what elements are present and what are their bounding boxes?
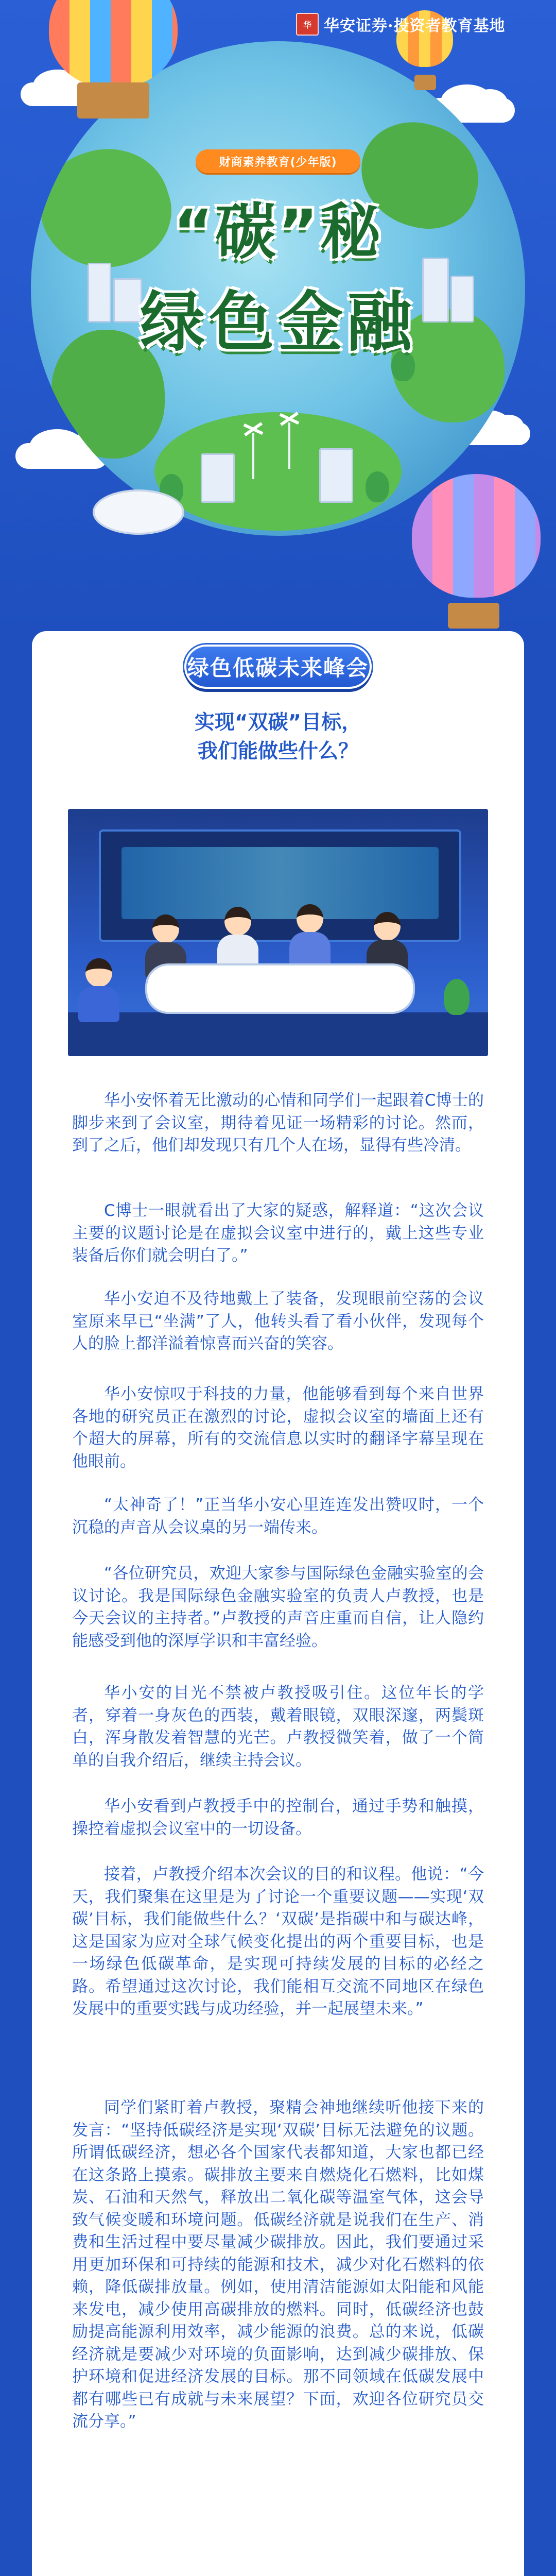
student-figure (289, 904, 331, 971)
article-paragraph: C博士一眼就看出了大家的疑惑，解释道：“这次会议主要的议题讨论是在虚拟会议室中进行的，戴上这些专业装备后你们就会明白了。” (72, 1201, 484, 1265)
building-illustration (201, 453, 235, 503)
hero-title-line2: 绿色金融 (140, 284, 416, 360)
balloon-basket (77, 82, 149, 118)
hot-air-balloon-illustration (412, 474, 541, 598)
question-heading: 实现“双碳”目标， 我们能做些什么？ (194, 711, 362, 763)
article-paragraph: 华小安惊叹于科技的力量，他能够看到每个来自世界各地的研究员正在激烈的讨论，虚拟会议室的墙面上还有个超大的屏幕，所有的交流信息以实时的翻译字幕呈现在他眼前。 (72, 1385, 484, 1471)
balloon-basket (448, 603, 499, 629)
article-card (32, 631, 524, 2576)
article-paragraph: “各位研究员，欢迎大家参与国际绿色金融实验室的会议讨论。我是国际绿色金融实验室的负责人卢教授，也是今天会议的主持者。”卢教授的声音庄重而自信，让人隐约能感受到他的深厚学识和丰富经验。 (72, 1564, 484, 1650)
meeting-table (145, 963, 415, 1014)
series-tag: 财商素养教育(少年版) (196, 149, 360, 173)
meeting-room-illustration (68, 809, 488, 1056)
article-paragraph: 华小安的目光不禁被卢教授吸引住。这位年长的学者，穿着一身灰色的西装，戴着眼镜，双眼深邃，两鬓斑白，浑身散发着智慧的光芒。卢教授微笑着，做了一个简单的自我介绍后，继续主持会议。 (72, 1684, 484, 1770)
plant-illustration (444, 979, 470, 1015)
article-paragraph: “太神奇了！”正当华小安心里连连发出赞叹时，一个沉稳的声音从会议桌的另一端传来。 (72, 1496, 484, 1537)
tree-illustration (366, 471, 389, 502)
article-paragraph: 同学们紧盯着卢教授，聚精会神地继续听他接下来的发言：“坚持低碳经济是实现‘双碳’目标无法避免的议题。所谓低碳经济，想必各个国家代表都知道，大家也都已经在这条路上摸索。碳排放主要来自燃烧化石燃料，比如煤炭、石油和天然气，释放出二氧化碳等温室气体，这会导致气候变暖和环境问题。低碳经济就是说我们在生产、消费和生活过程中要尽量减少碳排放。因此，我们要通过采用更加环保和可持续的能源和技术，减少对化石燃料的依赖，降低碳排放量。例如，使用清洁能源如太阳能和风能来发电，减少使用高碳排放的燃料。同时，低碳经济也鼓励提高能源利用效率，减少能源的浪费。总的来说，低碳经济就是要减少对环境的负面影响，达到减少碳排放、保护环境和促进经济发展的目标。那不同领域在低碳发展中都有哪些已有成就与未来展望？下面，欢迎各位研究员交流分享。” (72, 2098, 484, 2431)
article-paragraph: 接着，卢教授介绍本次会议的目的和议程。他说：“今天，我们聚集在这里是为了讨论一个重要议题——实现‘双碳’目标，我们能做些什么？‘双碳’是指碳中和与碳达峰，这是国家为应对全球气候变化提出的两个重要目标，也是一场绿色低碳革命，是实现可持续发展的目标的必经之路。希望通过这次讨论，我们能相互交流不同地区在绿色发展中的重要实践与成功经验，并一起展望未来。” (72, 1865, 484, 2018)
airship-illustration (93, 489, 184, 535)
balloon-basket (414, 75, 436, 90)
student-figure (78, 958, 119, 1025)
hero-banner (0, 0, 556, 634)
article-paragraph: 华小安迫不及待地戴上了装备，发现眼前空荡的会议室原来早已“坐满”了人，他转头看了看小伙伴，发现每个人的脸上都洋溢着惊喜而兴奋的笑容。 (72, 1290, 484, 1353)
section-title: 绿色低碳未来峰会 (184, 645, 372, 689)
brand-header (296, 12, 505, 36)
wind-turbine-illustration (288, 422, 290, 469)
article-paragraph: 华小安看到卢教授手中的控制台，通过手势和触摸，操控着虚拟会议室中的一切设备。 (72, 1797, 484, 1838)
article-paragraph: 华小安怀着无比激动的心情和同学们一起跟着C博士的脚步来到了会议室，期待着见证一场精彩的讨论。然而，到了之后，他们却发现只有几个人在场，显得有些冷清。 (72, 1091, 484, 1155)
brand-seal-logo: 华 (296, 13, 319, 36)
hero-title-line1: “碳”秘 (173, 196, 383, 267)
building-illustration (319, 448, 353, 503)
brand-name: 华安证券·投资者教育基地 (324, 17, 506, 35)
wind-turbine-illustration (252, 433, 254, 479)
